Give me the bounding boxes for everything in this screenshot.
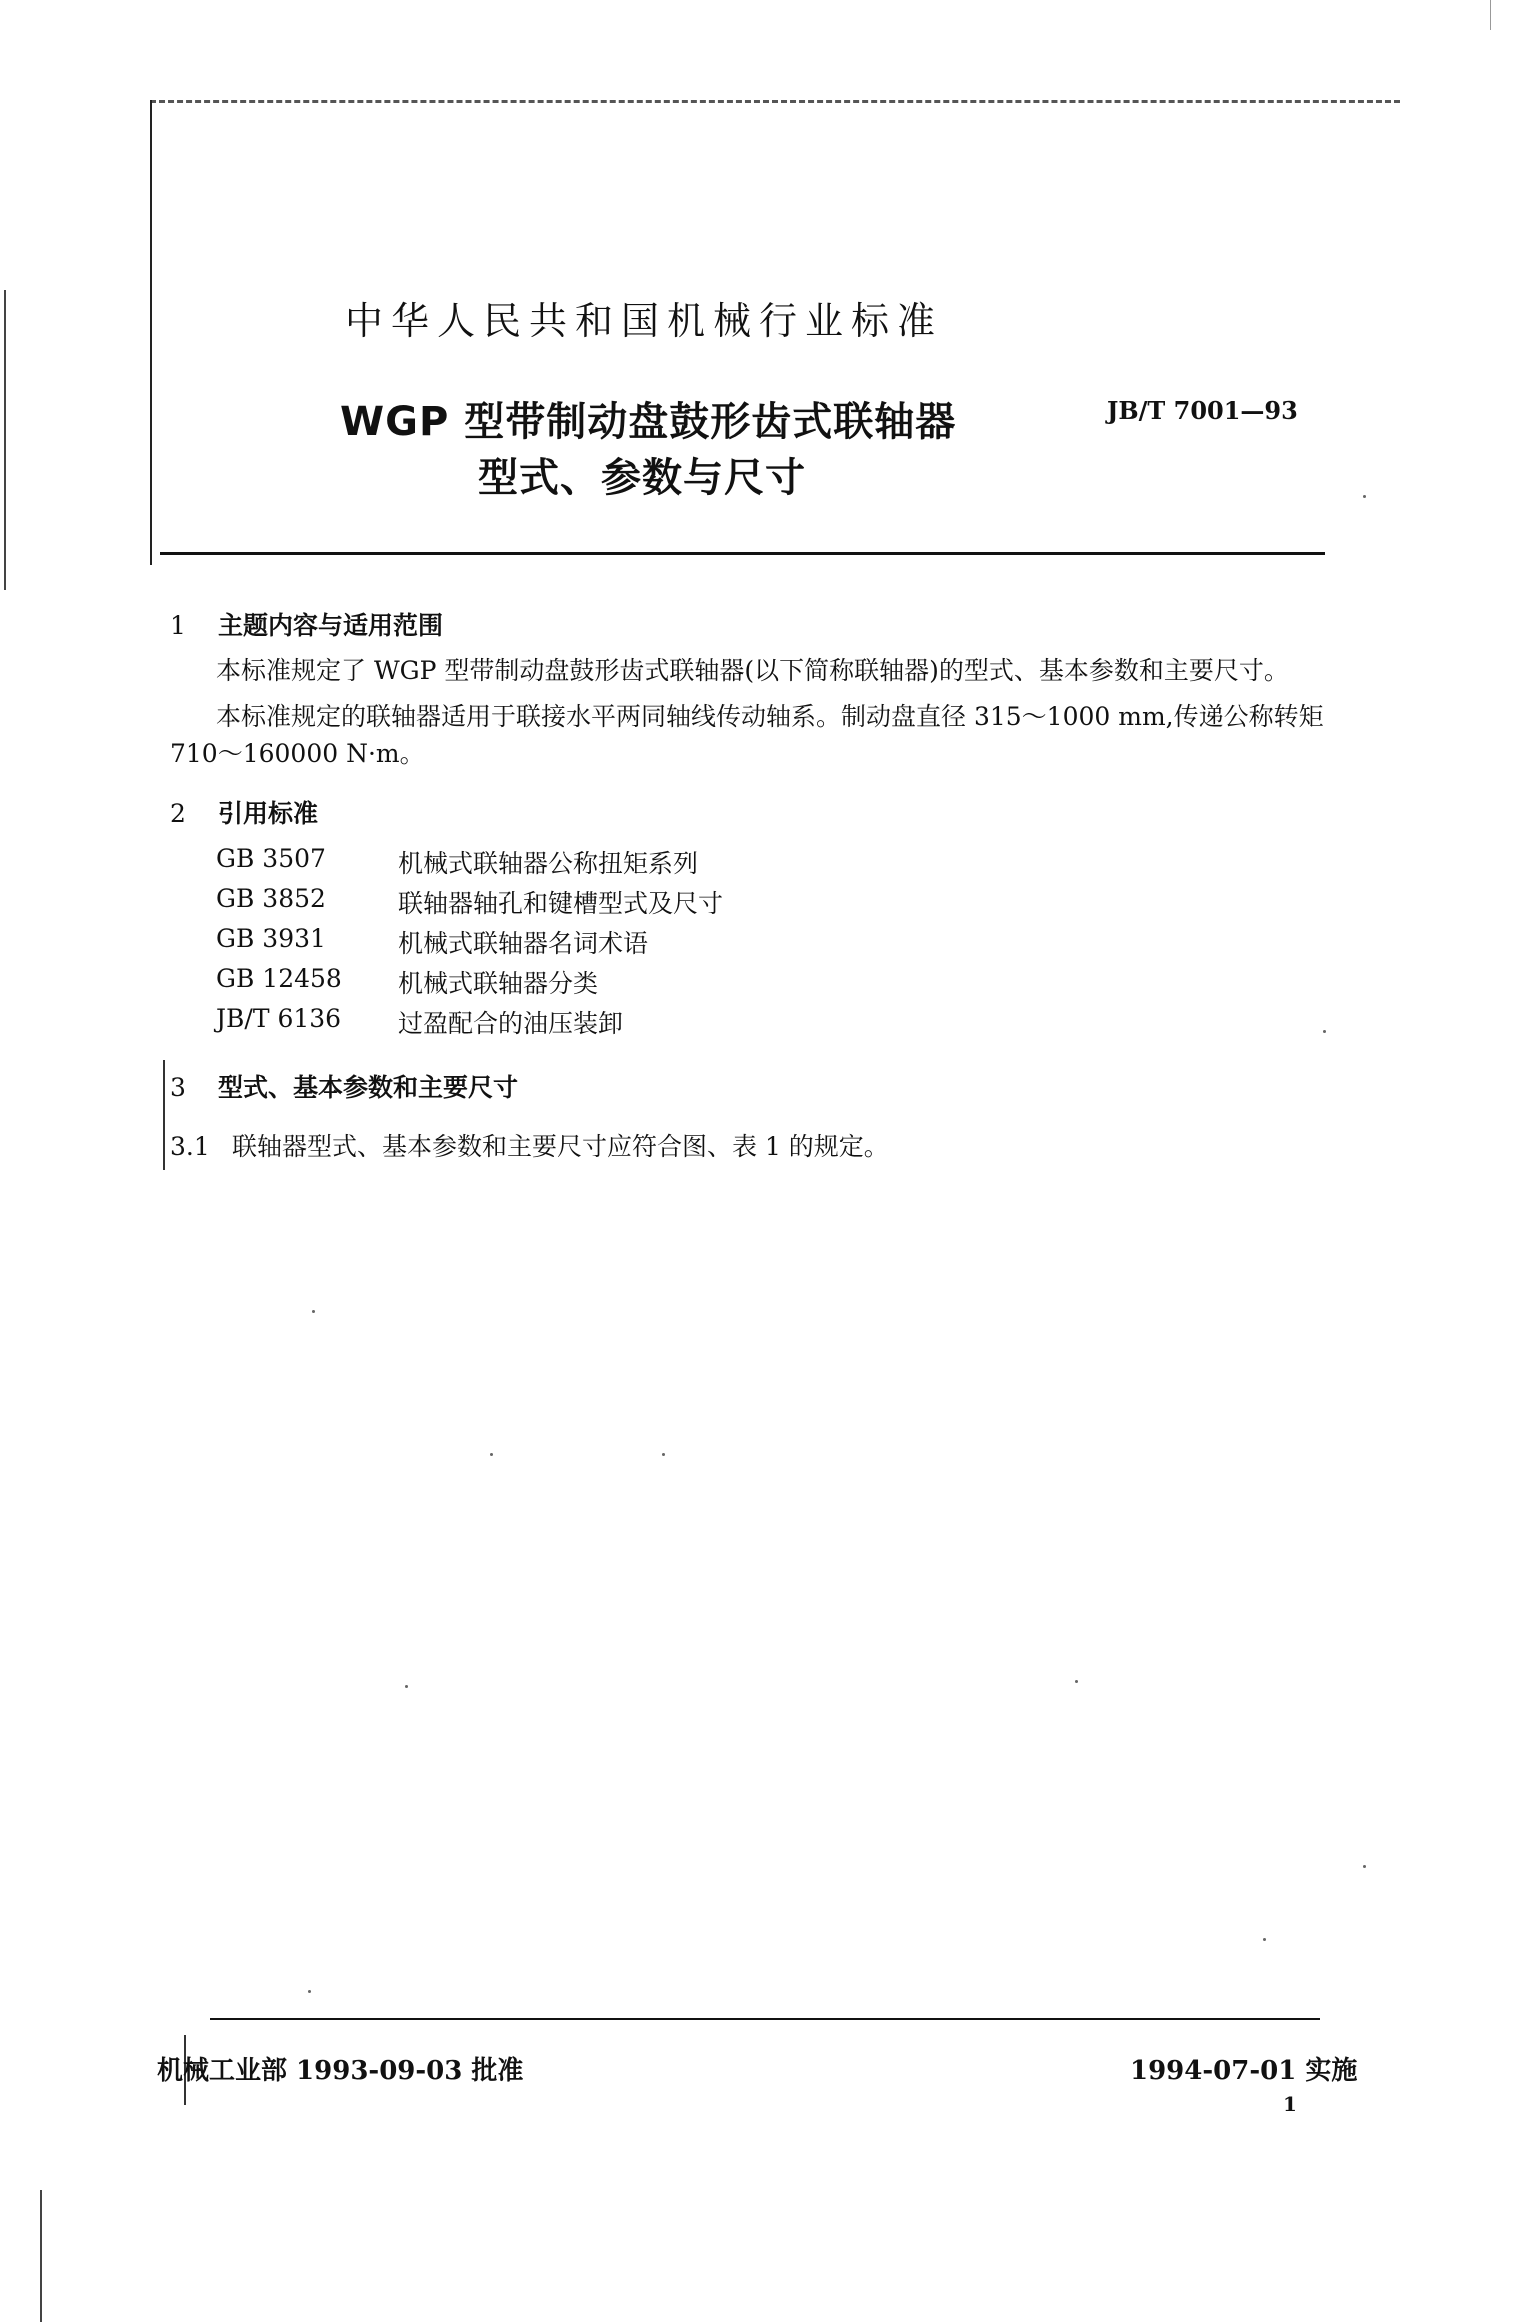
reference-code: GB 3931 bbox=[216, 924, 326, 953]
reference-row bbox=[216, 884, 1116, 924]
section-number: 2 bbox=[170, 799, 186, 828]
paragraph-text: 本标准规定的联轴器适用于联接水平两同轴线传动轴系。制动盘直径 315～1000 mm,传递公称转矩 710～160000 N·m。 bbox=[170, 702, 1324, 768]
section-title: 主题内容与适用范围 bbox=[218, 611, 444, 640]
scan-speck bbox=[662, 1453, 665, 1456]
header-rule bbox=[160, 552, 1325, 555]
reference-row bbox=[216, 844, 1116, 884]
section-1-paragraph-1 bbox=[170, 652, 1330, 689]
scan-speck bbox=[1363, 1865, 1366, 1868]
scan-speck bbox=[1263, 1938, 1266, 1941]
organization-title: 中华人民共和国机械行业标准 bbox=[345, 299, 944, 343]
left-edge-line-bottom bbox=[40, 2190, 42, 2322]
section-3-heading bbox=[170, 1068, 518, 1104]
reference-code: GB 3507 bbox=[216, 844, 326, 873]
implementation-date: 1994-07-01 实施 bbox=[1130, 2056, 1358, 2086]
top-dashed-border bbox=[150, 100, 1400, 103]
scan-speck bbox=[405, 1685, 408, 1688]
standard-title: WGP 型带制动盘鼓形齿式联轴器 bbox=[340, 399, 957, 445]
reference-code: JB/T 6136 bbox=[216, 1004, 342, 1033]
section-3-margin-mark bbox=[163, 1060, 165, 1170]
footer-rule bbox=[210, 2018, 1320, 2020]
section-1-paragraph-2 bbox=[170, 698, 1330, 772]
section-title: 型式、基本参数和主要尺寸 bbox=[218, 1073, 519, 1102]
scan-speck bbox=[1363, 495, 1366, 498]
standard-code: JB/T 7001—93 bbox=[1107, 396, 1298, 425]
reference-code: GB 12458 bbox=[216, 964, 342, 993]
scan-speck bbox=[312, 1310, 315, 1313]
section-number: 1 bbox=[170, 611, 186, 640]
scan-speck bbox=[1075, 1680, 1078, 1683]
right-edge-mark bbox=[1490, 0, 1491, 30]
left-frame-line bbox=[150, 100, 152, 565]
scan-speck bbox=[490, 1453, 493, 1456]
section-1-heading bbox=[170, 606, 443, 642]
section-number: 3 bbox=[170, 1073, 186, 1102]
section-title: 引用标准 bbox=[218, 799, 319, 828]
reference-row bbox=[216, 964, 1116, 1004]
reference-title: 过盈配合的油压装卸 bbox=[398, 1009, 624, 1038]
approval-line: 机械工业部 1993-09-03 批准 bbox=[157, 2056, 524, 2086]
clause-number: 3.1 bbox=[170, 1132, 210, 1161]
paragraph-text: 本标准规定了 WGP 型带制动盘鼓形齿式联轴器(以下简称联轴器)的型式、基本参数和主要尺寸。 bbox=[216, 656, 1289, 685]
reference-title: 机械式联轴器名词术语 bbox=[398, 929, 649, 958]
standard-subtitle: 型式、参数与尺寸 bbox=[478, 455, 806, 501]
reference-title: 联轴器轴孔和键槽型式及尺寸 bbox=[398, 889, 724, 918]
clause-text: 联轴器型式、基本参数和主要尺寸应符合图、表 1 的规定。 bbox=[232, 1132, 889, 1161]
reference-row bbox=[216, 1004, 1116, 1044]
reference-row bbox=[216, 924, 1116, 964]
scan-speck bbox=[1323, 1030, 1326, 1033]
reference-title: 机械式联轴器分类 bbox=[398, 969, 599, 998]
page-number: 1 bbox=[1283, 2092, 1297, 2116]
reference-title: 机械式联轴器公称扭矩系列 bbox=[398, 849, 699, 878]
clause-3-1 bbox=[170, 1128, 1330, 1165]
section-2-heading bbox=[170, 794, 318, 830]
scan-speck bbox=[308, 1990, 311, 1993]
reference-code: GB 3852 bbox=[216, 884, 326, 913]
left-edge-line-top bbox=[4, 290, 6, 590]
